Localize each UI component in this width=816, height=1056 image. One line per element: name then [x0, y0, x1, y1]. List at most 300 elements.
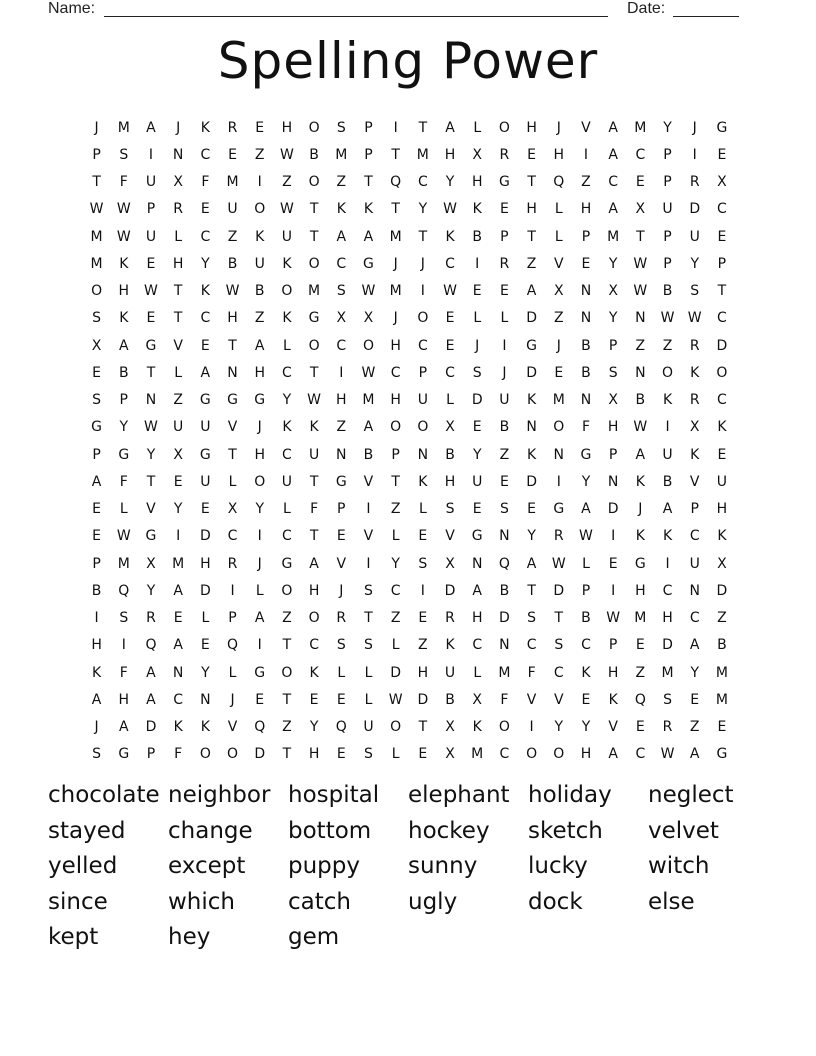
grid-letter[interactable]: B: [309, 146, 319, 163]
grid-letter[interactable]: W: [388, 691, 403, 708]
grid-letter[interactable]: J: [638, 501, 643, 518]
grid-letter[interactable]: B: [499, 419, 510, 436]
grid-letter[interactable]: C: [390, 364, 401, 381]
grid-letter[interactable]: W: [633, 283, 648, 300]
grid-letter[interactable]: T: [282, 637, 292, 654]
grid-letter[interactable]: L: [418, 501, 427, 518]
grid-letter[interactable]: X: [173, 174, 183, 191]
grid-letter[interactable]: P: [337, 501, 346, 518]
grid-letter[interactable]: B: [445, 691, 455, 708]
grid-letter[interactable]: Q: [227, 637, 239, 654]
name-blank[interactable]: [104, 16, 608, 17]
grid-letter[interactable]: D: [553, 582, 565, 599]
grid-letter[interactable]: A: [254, 610, 265, 627]
grid-letter[interactable]: P: [92, 555, 101, 572]
grid-letter[interactable]: R: [227, 555, 238, 572]
grid-letter[interactable]: Z: [336, 419, 347, 436]
grid-letter[interactable]: I: [176, 528, 181, 545]
grid-letter[interactable]: Z: [689, 719, 700, 736]
grid-letter[interactable]: A: [662, 501, 673, 518]
grid-letter[interactable]: C: [717, 310, 727, 327]
grid-letter[interactable]: T: [527, 228, 536, 245]
grid-letter[interactable]: N: [172, 664, 184, 681]
grid-letter[interactable]: C: [417, 337, 428, 354]
grid-letter[interactable]: Y: [690, 255, 699, 272]
grid-letter[interactable]: B: [254, 283, 265, 300]
grid-letter[interactable]: O: [390, 419, 402, 436]
grid-letter[interactable]: T: [92, 174, 101, 191]
grid-letter[interactable]: B: [581, 337, 591, 354]
grid-letter[interactable]: W: [361, 364, 376, 381]
grid-letter[interactable]: I: [339, 364, 344, 381]
grid-letter[interactable]: K: [662, 528, 673, 545]
grid-letter[interactable]: O: [498, 119, 510, 136]
grid-letter[interactable]: I: [556, 473, 561, 490]
grid-letter[interactable]: N: [580, 310, 592, 327]
grid-letter[interactable]: A: [91, 691, 102, 708]
grid-letter[interactable]: L: [446, 392, 454, 409]
grid-letter[interactable]: X: [717, 174, 727, 191]
grid-letter[interactable]: A: [608, 201, 618, 218]
grid-letter[interactable]: E: [336, 746, 346, 763]
grid-letter[interactable]: M: [90, 255, 103, 272]
grid-letter[interactable]: U: [363, 719, 374, 736]
grid-letter[interactable]: R: [499, 255, 510, 272]
grid-letter[interactable]: K: [418, 473, 428, 490]
grid-letter[interactable]: Y: [581, 719, 591, 736]
grid-letter[interactable]: K: [92, 664, 102, 681]
grid-letter[interactable]: B: [118, 364, 129, 381]
grid-letter[interactable]: J: [556, 337, 561, 354]
grid-letter[interactable]: L: [391, 528, 400, 545]
grid-letter[interactable]: N: [580, 283, 592, 300]
grid-letter[interactable]: L: [364, 664, 373, 681]
grid-letter[interactable]: Y: [581, 473, 591, 490]
grid-letter[interactable]: T: [391, 201, 400, 218]
grid-letter[interactable]: N: [607, 473, 619, 490]
grid-letter[interactable]: E: [499, 283, 509, 300]
grid-letter[interactable]: G: [254, 664, 266, 681]
grid-letter[interactable]: J: [176, 119, 181, 136]
grid-letter[interactable]: I: [611, 528, 616, 545]
grid-letter[interactable]: Y: [119, 419, 129, 436]
grid-letter[interactable]: J: [556, 119, 561, 136]
grid-letter[interactable]: C: [581, 637, 591, 654]
grid-letter[interactable]: V: [173, 337, 183, 354]
grid-letter[interactable]: G: [526, 337, 538, 354]
grid-letter[interactable]: E: [200, 337, 210, 354]
grid-letter[interactable]: H: [444, 146, 456, 163]
grid-letter[interactable]: G: [716, 746, 728, 763]
grid-letter[interactable]: E: [173, 473, 183, 490]
grid-letter[interactable]: A: [173, 582, 183, 599]
grid-letter[interactable]: K: [282, 310, 292, 327]
grid-letter[interactable]: B: [363, 446, 374, 463]
grid-letter[interactable]: X: [635, 201, 646, 218]
grid-letter[interactable]: L: [473, 664, 482, 681]
grid-letter[interactable]: C: [445, 364, 455, 381]
grid-letter[interactable]: T: [418, 228, 428, 245]
grid-letter[interactable]: X: [472, 691, 483, 708]
grid-letter[interactable]: D: [607, 501, 619, 518]
grid-letter[interactable]: E: [690, 691, 700, 708]
grid-letter[interactable]: I: [393, 119, 398, 136]
grid-letter[interactable]: V: [363, 528, 374, 545]
grid-letter[interactable]: W: [606, 610, 621, 627]
grid-letter[interactable]: K: [445, 228, 455, 245]
grid-letter[interactable]: D: [471, 392, 483, 409]
grid-letter[interactable]: E: [554, 364, 564, 381]
grid-letter[interactable]: I: [148, 146, 154, 163]
grid-letter[interactable]: P: [663, 255, 672, 272]
grid-letter[interactable]: U: [281, 473, 293, 490]
grid-letter[interactable]: E: [228, 146, 237, 163]
grid-letter[interactable]: H: [580, 201, 592, 218]
grid-letter[interactable]: C: [200, 228, 211, 245]
grid-letter[interactable]: T: [554, 610, 564, 627]
grid-letter[interactable]: K: [255, 228, 265, 245]
grid-letter[interactable]: S: [336, 283, 346, 300]
grid-letter[interactable]: D: [499, 610, 510, 627]
grid-letter[interactable]: A: [254, 337, 265, 354]
grid-letter[interactable]: U: [281, 228, 293, 245]
grid-letter[interactable]: N: [526, 419, 537, 436]
grid-letter[interactable]: L: [283, 337, 291, 354]
grid-letter[interactable]: M: [416, 146, 429, 163]
grid-letter[interactable]: C: [717, 201, 727, 218]
grid-letter[interactable]: O: [662, 364, 674, 381]
grid-letter[interactable]: E: [635, 719, 645, 736]
grid-letter[interactable]: K: [336, 201, 346, 218]
grid-letter[interactable]: Z: [526, 255, 537, 272]
grid-letter[interactable]: G: [199, 446, 211, 463]
grid-letter[interactable]: A: [146, 119, 156, 136]
grid-letter[interactable]: K: [527, 392, 537, 409]
grid-letter[interactable]: G: [199, 392, 211, 409]
grid-letter[interactable]: Y: [201, 664, 210, 681]
grid-letter[interactable]: X: [146, 555, 156, 572]
grid-letter[interactable]: J: [692, 119, 697, 136]
grid-letter[interactable]: U: [662, 201, 673, 218]
grid-letter[interactable]: C: [635, 146, 646, 163]
grid-letter[interactable]: P: [663, 146, 672, 163]
grid-letter[interactable]: T: [364, 174, 373, 191]
grid-letter[interactable]: I: [121, 637, 126, 654]
grid-letter[interactable]: P: [92, 146, 101, 163]
grid-letter[interactable]: R: [173, 201, 184, 218]
grid-letter[interactable]: K: [173, 719, 183, 736]
grid-letter[interactable]: T: [527, 174, 536, 191]
grid-letter[interactable]: K: [527, 446, 537, 463]
grid-letter[interactable]: N: [200, 691, 211, 708]
grid-letter[interactable]: T: [309, 228, 319, 245]
grid-letter[interactable]: E: [418, 528, 428, 545]
grid-letter[interactable]: X: [336, 310, 347, 327]
grid-letter[interactable]: E: [173, 610, 183, 627]
grid-letter[interactable]: H: [200, 555, 211, 572]
grid-letter[interactable]: Y: [663, 119, 672, 136]
grid-letter[interactable]: G: [634, 555, 646, 572]
grid-letter[interactable]: A: [608, 119, 618, 136]
grid-letter[interactable]: E: [146, 310, 156, 327]
grid-letter[interactable]: R: [553, 528, 564, 545]
grid-letter[interactable]: X: [445, 719, 455, 736]
grid-letter[interactable]: M: [172, 555, 185, 572]
grid-letter[interactable]: S: [608, 364, 618, 381]
grid-letter[interactable]: P: [608, 446, 618, 463]
grid-letter[interactable]: P: [364, 119, 373, 136]
grid-letter[interactable]: I: [692, 146, 697, 163]
grid-letter[interactable]: G: [553, 501, 565, 518]
grid-letter[interactable]: C: [309, 637, 319, 654]
grid-letter[interactable]: K: [608, 691, 618, 708]
grid-letter[interactable]: Z: [227, 228, 238, 245]
grid-letter[interactable]: E: [445, 337, 455, 354]
grid-letter[interactable]: O: [553, 746, 565, 763]
grid-letter[interactable]: F: [119, 664, 128, 681]
grid-letter[interactable]: M: [335, 146, 348, 163]
grid-letter[interactable]: Y: [472, 446, 482, 463]
grid-letter[interactable]: X: [445, 746, 455, 763]
grid-letter[interactable]: W: [579, 528, 593, 545]
grid-letter[interactable]: A: [118, 719, 129, 736]
grid-letter[interactable]: K: [635, 528, 645, 545]
grid-letter[interactable]: C: [417, 174, 428, 191]
grid-letter[interactable]: G: [118, 446, 130, 463]
grid-letter[interactable]: R: [689, 392, 700, 409]
grid-letter[interactable]: V: [227, 719, 238, 736]
grid-letter[interactable]: I: [257, 528, 262, 545]
grid-letter[interactable]: K: [445, 637, 455, 654]
grid-letter[interactable]: P: [581, 228, 591, 245]
grid-letter[interactable]: M: [661, 664, 674, 681]
grid-letter[interactable]: W: [144, 419, 158, 436]
grid-letter[interactable]: S: [445, 501, 455, 518]
grid-letter[interactable]: Y: [309, 719, 319, 736]
grid-letter[interactable]: W: [687, 310, 702, 327]
grid-letter[interactable]: G: [580, 446, 592, 463]
grid-letter[interactable]: S: [663, 691, 672, 708]
grid-letter[interactable]: R: [146, 610, 156, 627]
grid-letter[interactable]: O: [553, 419, 565, 436]
grid-letter[interactable]: H: [308, 746, 320, 763]
grid-letter[interactable]: S: [92, 310, 102, 327]
grid-letter[interactable]: L: [364, 691, 373, 708]
grid-letter[interactable]: N: [172, 146, 184, 163]
grid-letter[interactable]: A: [118, 337, 129, 354]
grid-letter[interactable]: A: [608, 146, 618, 163]
grid-letter[interactable]: K: [200, 719, 210, 736]
grid-letter[interactable]: T: [173, 310, 183, 327]
grid-letter[interactable]: T: [391, 473, 400, 490]
grid-letter[interactable]: I: [420, 582, 425, 599]
grid-letter[interactable]: B: [662, 473, 673, 490]
grid-letter[interactable]: X: [363, 310, 374, 327]
grid-letter[interactable]: U: [417, 392, 428, 409]
grid-letter[interactable]: C: [608, 174, 619, 191]
grid-letter[interactable]: G: [308, 310, 320, 327]
grid-letter[interactable]: K: [472, 719, 482, 736]
grid-letter[interactable]: G: [335, 473, 347, 490]
grid-letter[interactable]: W: [633, 255, 648, 272]
grid-letter[interactable]: J: [257, 555, 262, 572]
grid-letter[interactable]: J: [94, 719, 99, 736]
grid-letter[interactable]: A: [635, 446, 646, 463]
grid-letter[interactable]: S: [336, 637, 346, 654]
grid-letter[interactable]: L: [119, 501, 128, 518]
grid-letter[interactable]: E: [200, 637, 210, 654]
grid-letter[interactable]: R: [499, 146, 510, 163]
grid-letter[interactable]: S: [364, 746, 373, 763]
grid-letter[interactable]: L: [174, 228, 183, 245]
grid-letter[interactable]: N: [635, 364, 646, 381]
grid-letter[interactable]: W: [225, 283, 240, 300]
grid-letter[interactable]: W: [361, 283, 376, 300]
grid-letter[interactable]: O: [390, 719, 402, 736]
grid-letter[interactable]: T: [228, 446, 237, 463]
grid-letter[interactable]: L: [582, 555, 590, 572]
grid-letter[interactable]: H: [308, 582, 320, 599]
grid-letter[interactable]: M: [389, 228, 402, 245]
grid-letter[interactable]: C: [689, 610, 700, 627]
grid-letter[interactable]: O: [498, 719, 510, 736]
grid-letter[interactable]: E: [146, 255, 156, 272]
grid-letter[interactable]: K: [363, 201, 374, 218]
grid-letter[interactable]: D: [716, 337, 728, 354]
grid-letter[interactable]: I: [366, 555, 371, 572]
grid-letter[interactable]: N: [635, 310, 646, 327]
grid-letter[interactable]: E: [92, 501, 102, 518]
grid-letter[interactable]: E: [336, 528, 346, 545]
grid-letter[interactable]: V: [526, 691, 537, 708]
grid-letter[interactable]: G: [254, 392, 266, 409]
grid-letter[interactable]: S: [418, 555, 428, 572]
grid-letter[interactable]: L: [201, 610, 210, 627]
grid-letter[interactable]: D: [444, 582, 456, 599]
grid-letter[interactable]: T: [146, 364, 156, 381]
grid-letter[interactable]: T: [309, 201, 319, 218]
grid-letter[interactable]: R: [336, 610, 347, 627]
grid-letter[interactable]: C: [336, 337, 347, 354]
grid-letter[interactable]: X: [553, 283, 564, 300]
grid-letter[interactable]: C: [662, 582, 673, 599]
grid-letter[interactable]: C: [445, 255, 455, 272]
grid-letter[interactable]: U: [472, 473, 483, 490]
grid-letter[interactable]: O: [308, 119, 320, 136]
grid-letter[interactable]: M: [498, 664, 511, 681]
grid-letter[interactable]: K: [635, 473, 645, 490]
grid-letter[interactable]: Z: [336, 174, 347, 191]
grid-letter[interactable]: K: [119, 255, 129, 272]
grid-letter[interactable]: K: [690, 446, 700, 463]
grid-letter[interactable]: Z: [499, 446, 510, 463]
grid-letter[interactable]: Y: [391, 555, 400, 572]
grid-letter[interactable]: I: [257, 174, 262, 191]
grid-letter[interactable]: P: [418, 364, 428, 381]
grid-letter[interactable]: G: [471, 528, 483, 545]
grid-letter[interactable]: O: [254, 201, 266, 218]
grid-letter[interactable]: K: [119, 310, 129, 327]
grid-letter[interactable]: S: [119, 146, 129, 163]
grid-letter[interactable]: M: [117, 119, 130, 136]
grid-letter[interactable]: P: [500, 228, 509, 245]
grid-letter[interactable]: Y: [418, 201, 428, 218]
grid-letter[interactable]: F: [174, 746, 183, 763]
grid-letter[interactable]: S: [364, 637, 373, 654]
grid-letter[interactable]: X: [227, 501, 238, 518]
grid-letter[interactable]: L: [554, 201, 563, 218]
grid-letter[interactable]: O: [281, 582, 293, 599]
grid-letter[interactable]: B: [445, 446, 455, 463]
grid-letter[interactable]: X: [608, 283, 618, 300]
grid-letter[interactable]: U: [662, 446, 673, 463]
grid-letter[interactable]: N: [553, 446, 565, 463]
grid-letter[interactable]: S: [92, 746, 102, 763]
grid-letter[interactable]: O: [417, 419, 429, 436]
grid-letter[interactable]: Z: [282, 719, 292, 736]
grid-letter[interactable]: Y: [445, 174, 455, 191]
grid-letter[interactable]: L: [228, 664, 237, 681]
grid-letter[interactable]: D: [145, 719, 157, 736]
grid-letter[interactable]: Q: [254, 719, 266, 736]
grid-letter[interactable]: P: [146, 746, 156, 763]
grid-letter[interactable]: H: [607, 419, 619, 436]
grid-letter[interactable]: V: [363, 473, 374, 490]
grid-letter[interactable]: B: [472, 228, 483, 245]
grid-letter[interactable]: T: [717, 283, 727, 300]
grid-letter[interactable]: A: [91, 473, 102, 490]
grid-letter[interactable]: M: [607, 228, 620, 245]
grid-letter[interactable]: Z: [282, 610, 292, 627]
grid-letter[interactable]: L: [174, 364, 183, 381]
grid-letter[interactable]: I: [665, 419, 670, 436]
grid-letter[interactable]: D: [199, 528, 211, 545]
grid-letter[interactable]: B: [581, 610, 591, 627]
grid-letter[interactable]: G: [145, 528, 157, 545]
grid-letter[interactable]: K: [282, 419, 292, 436]
grid-letter[interactable]: T: [282, 691, 292, 708]
grid-letter[interactable]: H: [281, 119, 293, 136]
grid-letter[interactable]: C: [282, 364, 292, 381]
grid-letter[interactable]: U: [254, 255, 265, 272]
grid-letter[interactable]: J: [393, 310, 398, 327]
grid-letter[interactable]: O: [526, 746, 538, 763]
grid-letter[interactable]: L: [391, 746, 400, 763]
grid-letter[interactable]: X: [173, 446, 183, 463]
grid-letter[interactable]: I: [529, 719, 534, 736]
grid-letter[interactable]: A: [445, 119, 455, 136]
grid-letter[interactable]: P: [92, 446, 101, 463]
grid-letter[interactable]: P: [228, 610, 237, 627]
grid-letter[interactable]: P: [119, 392, 128, 409]
grid-letter[interactable]: S: [336, 119, 346, 136]
grid-letter[interactable]: H: [553, 146, 565, 163]
grid-letter[interactable]: U: [173, 419, 184, 436]
grid-letter[interactable]: A: [363, 228, 374, 245]
grid-letter[interactable]: E: [472, 283, 482, 300]
grid-letter[interactable]: O: [91, 283, 103, 300]
grid-letter[interactable]: H: [580, 746, 592, 763]
grid-letter[interactable]: C: [200, 310, 211, 327]
grid-letter[interactable]: G: [145, 337, 157, 354]
grid-letter[interactable]: Y: [201, 255, 210, 272]
grid-letter[interactable]: J: [257, 419, 262, 436]
grid-letter[interactable]: F: [119, 174, 128, 191]
grid-letter[interactable]: R: [689, 174, 700, 191]
grid-letter[interactable]: F: [119, 473, 128, 490]
grid-letter[interactable]: T: [309, 473, 319, 490]
grid-letter[interactable]: D: [526, 473, 537, 490]
